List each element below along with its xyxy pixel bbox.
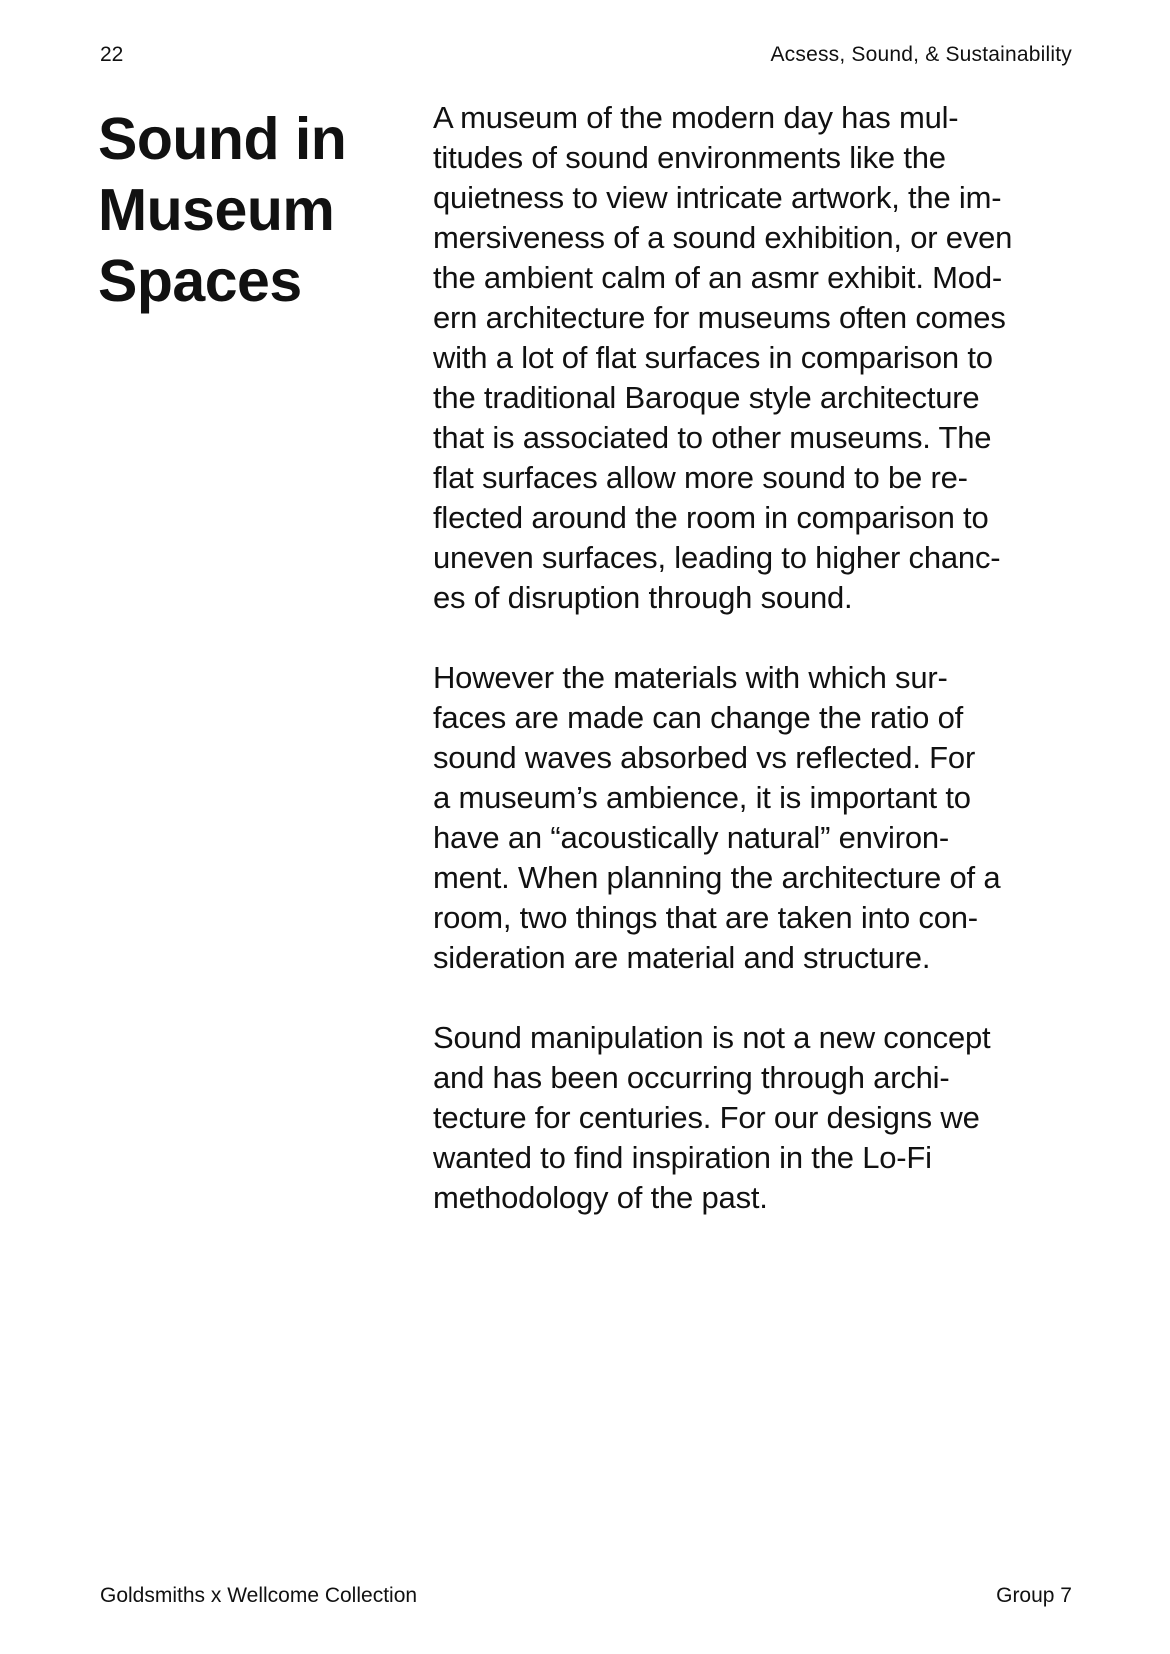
text-line: quietness to view intricate artwork, the im- xyxy=(433,180,1002,215)
text-line: ern architecture for museums often comes xyxy=(433,300,1006,335)
running-header: Acsess, Sound, & Sustainability xyxy=(770,43,1072,66)
text-line: A museum of the modern day has mul- xyxy=(433,100,959,135)
paragraph-1 xyxy=(433,98,1083,618)
body-text xyxy=(433,98,1083,1258)
text-line: However the materials with which sur- xyxy=(433,660,948,695)
text-line: titudes of sound environments like the xyxy=(433,140,946,175)
text-line: ment. When planning the architecture of a xyxy=(433,860,1001,895)
text-line: flected around the room in comparison to xyxy=(433,500,989,535)
page-title-line: Museum xyxy=(98,177,335,243)
page-number: 22 xyxy=(100,43,124,66)
text-line: sideration are material and structure. xyxy=(433,940,931,975)
paragraph-3 xyxy=(433,1018,1083,1218)
text-line: with a lot of flat surfaces in comparison to xyxy=(433,340,993,375)
page-title-line: Spaces xyxy=(98,248,302,314)
footer-credit: Goldsmiths x Wellcome Collection xyxy=(100,1584,418,1607)
footer-group: Group 7 xyxy=(996,1584,1072,1607)
text-line: mersiveness of a sound exhibition, or even xyxy=(433,220,1013,255)
text-line: a museum’s ambience, it is important to xyxy=(433,780,971,815)
paragraph-2 xyxy=(433,658,1083,978)
text-line: methodology of the past. xyxy=(433,1180,768,1215)
text-line: the traditional Baroque style architecture xyxy=(433,380,980,415)
text-line: have an “acoustically natural” environ- xyxy=(433,820,950,855)
page-title xyxy=(98,104,398,317)
text-line: es of disruption through sound. xyxy=(433,580,853,615)
text-line: wanted to find inspiration in the Lo-Fi xyxy=(433,1140,932,1175)
text-line: tecture for centuries. For our designs we xyxy=(433,1100,980,1135)
text-line: and has been occurring through archi- xyxy=(433,1060,950,1095)
text-line: flat surfaces allow more sound to be re- xyxy=(433,460,968,495)
text-line: uneven surfaces, leading to higher chanc- xyxy=(433,540,1001,575)
text-line: Sound manipulation is not a new concept xyxy=(433,1020,991,1055)
text-line: faces are made can change the ratio of xyxy=(433,700,964,735)
text-line: sound waves absorbed vs reflected. For xyxy=(433,740,976,775)
text-line: that is associated to other museums. The xyxy=(433,420,992,455)
text-line: room, two things that are taken into con- xyxy=(433,900,978,935)
page-title-line: Sound in xyxy=(98,106,347,172)
text-line: the ambient calm of an asmr exhibit. Mod- xyxy=(433,260,1002,295)
